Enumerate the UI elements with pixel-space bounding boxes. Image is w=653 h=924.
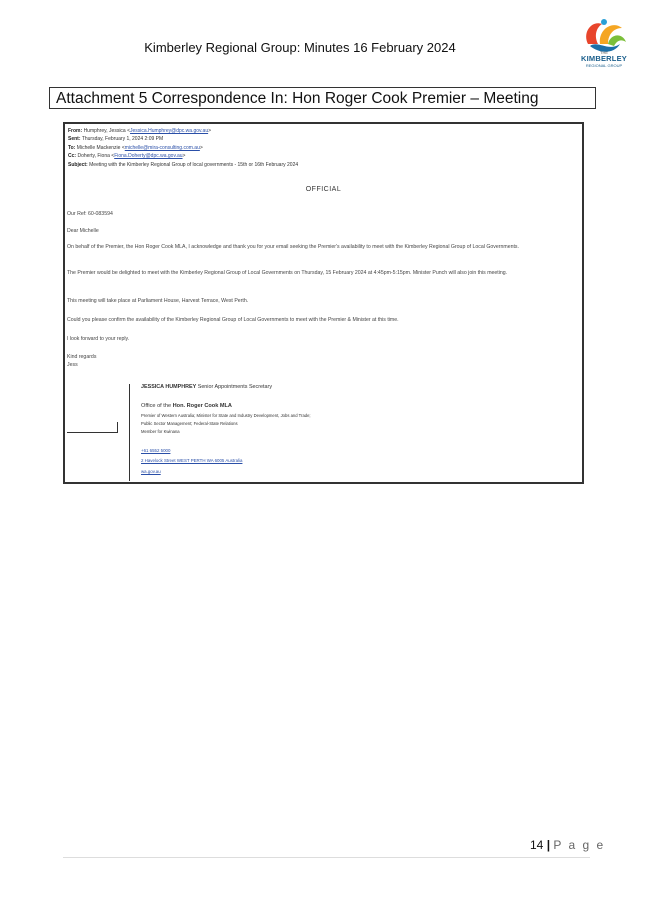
signature-name-row xyxy=(141,384,272,390)
page-number: 14 xyxy=(530,838,544,852)
email-para-2: The Premier would be delighted to meet with the Kimberley Regional Group of Local Governments on Thursday, 15 February 2024 at 4:45pm-5:15pm. Minister Punch will also join this meeting. xyxy=(67,270,508,276)
email-para-3: This meeting will take place at Parliament House, Harvest Terrace, West Perth. xyxy=(67,298,249,304)
page-footer xyxy=(530,838,605,852)
email-header xyxy=(68,127,298,169)
cc-address-link[interactable]: Fiona.Doherty@dpc.wa.gov.au xyxy=(114,153,183,160)
email-ref: Our Ref: 60-083594 xyxy=(67,211,113,217)
subject-value: Meeting with the Kimberley Regional Group of local governments - 15th or 16th February 2024 xyxy=(89,161,299,168)
sent-label: Sent: xyxy=(68,136,81,143)
from-label: From: xyxy=(68,128,83,134)
page-header-title: Kimberley Regional Group: Minutes 16 February 2024 xyxy=(144,40,456,55)
email-para-1: On behalf of the Premier, the Hon Roger Cook MLA, I acknowledge and thank you for your email seeking the Premier's availability to meet with the Kimberley Regional Group of Local Governments. xyxy=(67,244,519,250)
signature-line-3: Member for Kwinana xyxy=(141,429,180,434)
signature-address-link[interactable]: 2 Havelock Street WEST PERTH WA 6005 Australia xyxy=(141,458,243,463)
signature-phone-link[interactable]: +61 6552 5000 xyxy=(141,448,171,453)
email-screenshot xyxy=(63,122,584,484)
from-address-link[interactable]: Jessica.Humphrey@dpc.wa.gov.au xyxy=(130,128,209,134)
to-name: Michelle Mackenzie xyxy=(76,144,121,151)
signature-line-1: Premier of Western Australia; Minister for State and Industry Development, Jobs and Trade; xyxy=(141,413,311,418)
signature-logo-frame-v xyxy=(117,422,118,432)
signature-phone-row xyxy=(141,448,170,453)
sent-value: Thursday, February 1, 2024 2:09 PM xyxy=(81,136,164,143)
logo-the: THE xyxy=(600,50,608,55)
email-from-row: From: Humphrey, Jessica <Jessica.Humphrey@dpc.wa.gov.au> xyxy=(68,128,212,134)
classification-label: OFFICIAL xyxy=(305,186,342,193)
signature-office-prefix: Office of the xyxy=(141,403,172,409)
email-sent-row xyxy=(68,135,298,143)
email-subject-row xyxy=(68,161,298,169)
email-to-row: To: Michelle Mackenzie <michelle@mira-consulting.com.au> xyxy=(68,144,203,151)
subject-label: Subject: xyxy=(68,161,88,168)
email-cc-row: Cc: Doherty, Fiona <Fiona.Doherty@dpc.wa.gov.au> xyxy=(68,153,186,160)
signature-web-row xyxy=(141,469,161,474)
signature-office-row xyxy=(141,403,232,409)
signature-divider xyxy=(129,384,130,481)
logo-sub: REGIONAL GROUP xyxy=(585,63,623,68)
signature-logo-frame-h xyxy=(67,432,118,433)
signature-address-row xyxy=(141,458,242,463)
email-closing-name: Jess xyxy=(67,362,78,368)
to-address-link[interactable]: michelle@mira-consulting.com.au xyxy=(124,144,200,151)
email-greeting: Dear Michelle xyxy=(67,228,99,234)
signature-name: JESSICA HUMPHREY xyxy=(141,384,197,390)
signature-web-link[interactable]: wa.gov.au xyxy=(141,469,161,474)
logo-name: KIMBERLEY xyxy=(581,54,627,63)
email-para-4: Could you please confirm the availability of the Kimberley Regional Group of Local Governments to meet with the Premier & Minister at this time. xyxy=(67,317,399,323)
page-separator: | xyxy=(546,838,551,852)
to-label: To: xyxy=(68,144,76,151)
cc-label: Cc: xyxy=(68,153,77,160)
signature-role: Senior Appointments Secretary xyxy=(197,384,273,390)
cc-name: Doherty, Fiona xyxy=(77,153,110,160)
footer-rule xyxy=(63,857,590,858)
attachment-title: Attachment 5 Correspondence In: Hon Roger Cook Premier – Meeting xyxy=(49,87,596,109)
from-name: Humphrey, Jessica xyxy=(83,128,126,134)
page-label: P a g e xyxy=(553,838,606,852)
signature-office-name: Hon. Roger Cook MLA xyxy=(172,403,232,409)
logo-text xyxy=(574,50,634,68)
signature-line-2: Public Sector Management; Federal-State Relations xyxy=(141,421,238,426)
email-para-5: I look forward to your reply. xyxy=(67,336,130,342)
email-closing: Kind regards xyxy=(67,354,97,360)
